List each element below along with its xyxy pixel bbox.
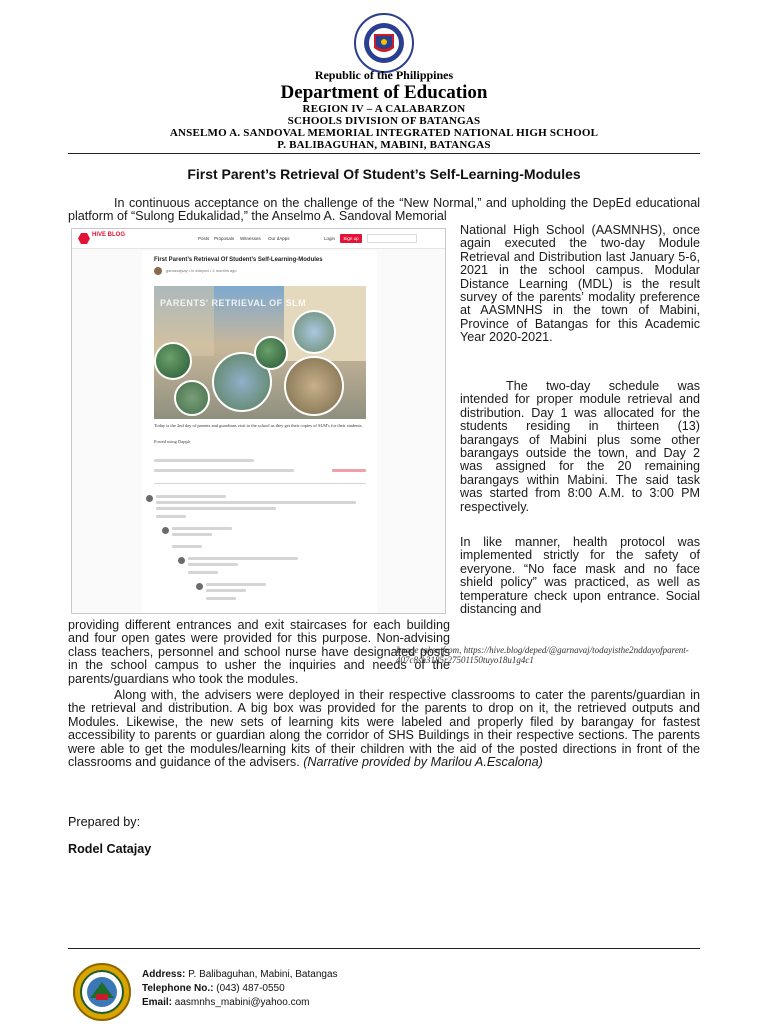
photo-collage-image	[154, 286, 366, 419]
paragraph-3-right: In like manner, health protocol was implemented strictly for the safety of everyone. “No face mask and no face shield policy” was practiced, as well as temperature check upon entrance. Social distancing and	[460, 535, 700, 617]
nav-link-witnesses: Witnesses	[240, 236, 261, 241]
post-meta: garnavajsay • in #deped • 4 months ago	[166, 268, 237, 273]
paragraph-1-full: In continuous acceptance on the challenge of the “New Normal,” and upholding the DepEd educational platform of “Sulong Edukalidad,” the Anselmo A. Sandoval Memorial	[68, 196, 700, 224]
post-title: First Parent’s Retrieval Of Student’s Self-Learning-Modules	[154, 257, 323, 263]
author-avatar	[154, 267, 162, 275]
hive-logo-icon	[78, 233, 90, 244]
footer-divider	[68, 948, 700, 949]
header-divider	[68, 153, 700, 154]
footer-telephone: Telephone No.: (043) 487-0550	[142, 983, 285, 994]
post-caption: Today is the 2nd day of parents and guardians visit to the school as they get their copies of SLM's for their students.	[154, 423, 363, 428]
hive-brand: HIVE BLOG	[92, 232, 126, 238]
school-seal-logo	[72, 962, 132, 1022]
department-title: Department of Education	[280, 82, 488, 103]
nav-link-dapps: Our dApps	[268, 236, 290, 241]
posted-using: Posted using Dapplr	[154, 439, 191, 444]
preparer-name: Rodel Catajay	[68, 842, 152, 856]
nav-signup-button: Sign up	[340, 234, 362, 243]
nav-link-proposals: Proposals	[214, 236, 235, 241]
region-label: REGION IV – A CALABARZON	[302, 103, 466, 115]
nav-search-box	[367, 234, 417, 243]
nav-login: Login	[324, 236, 336, 241]
school-address: P. BALIBAGUHAN, MABINI, BATANGAS	[277, 139, 491, 151]
footer-email: Email: aasmnhs_mabini@yahoo.com	[142, 997, 310, 1008]
footer-address: Address: P. Balibaguhan, Mabini, Batangas	[142, 969, 338, 980]
paragraph-2-right: The two-day schedule was intended for proper module retrieval and distribution. Day 1 was allocated for the students residing in thirteen (13) barangays of Mabini plus some other barangays outside the town, and Day 2 was assigned for the 20 remaining barangays within Mabini. The said task was started from 8:00 A.M. to 3:00 PM respectively.	[460, 379, 700, 514]
blog-navbar	[72, 229, 445, 249]
paragraph-1-right: National High School (AASMNHS), once again executed the two-day Module Retrieval and Distribution last January 5-6, 2021 in the school campus. Modular Distance Learning (MDL) is the result survey of the parents’ modality preference at AASMNHS in the town of Mabini, Province of Batangas for this Academic Year 2020-2021.	[460, 223, 700, 345]
blog-screenshot	[71, 228, 446, 614]
nav-link-posts: Posts	[198, 236, 210, 241]
school-name: ANSELMO A. SANDOVAL MEMORIAL INTEGRATED NATIONAL HIGH SCHOOL	[169, 127, 599, 139]
republic-label: Republic of the Philippines	[314, 68, 454, 82]
article-title: First Parent’s Retrieval Of Student’s Self-Learning-Modules	[187, 166, 581, 182]
paragraph-3-full: providing different entrances and exit staircases for each building and four open gates were provided for this purpose. Non-advising class teachers, personnel and school nurse have designated posts in the school campus to usher the inquiries and needs of the parents/guardians who took the modules.	[68, 618, 450, 686]
paragraph-4: Along with, the advisers were deployed in their respective classrooms to cater the parents/guardian in the retrieval and distribution. A big box was provided for the parents to drop on it, the retrieved outputs and Modules. Likewise, the new sets of learning kits were labeled and properly filed by barangay for fastest accessibility to parents or guardian along the corridor of SHS Buildings in their respective sections. The parents were able to get the modules/learning kits of their children with the aid of the posted directions in front of the classrooms and guidance of the advisers. (Narrative provided by Marilou A.Escalona)	[68, 688, 700, 770]
image-credit: Image taken from, https://hive.blog/deped/@garnavaj/todayisthe2nddayofparent-407c8sh3185r27501150tuyo18u1g4c1	[396, 645, 689, 665]
prepared-by-label: Prepared by:	[68, 815, 141, 829]
narrative-credit: (Narrative provided by Marilou A.Escalona)	[303, 755, 543, 770]
deped-seal-logo	[346, 12, 422, 74]
division-label: SCHOOLS DIVISION OF BATANGAS	[287, 115, 481, 127]
collage-overlay-text: PARENTS' RETRIEVAL OF SLM	[160, 298, 307, 308]
